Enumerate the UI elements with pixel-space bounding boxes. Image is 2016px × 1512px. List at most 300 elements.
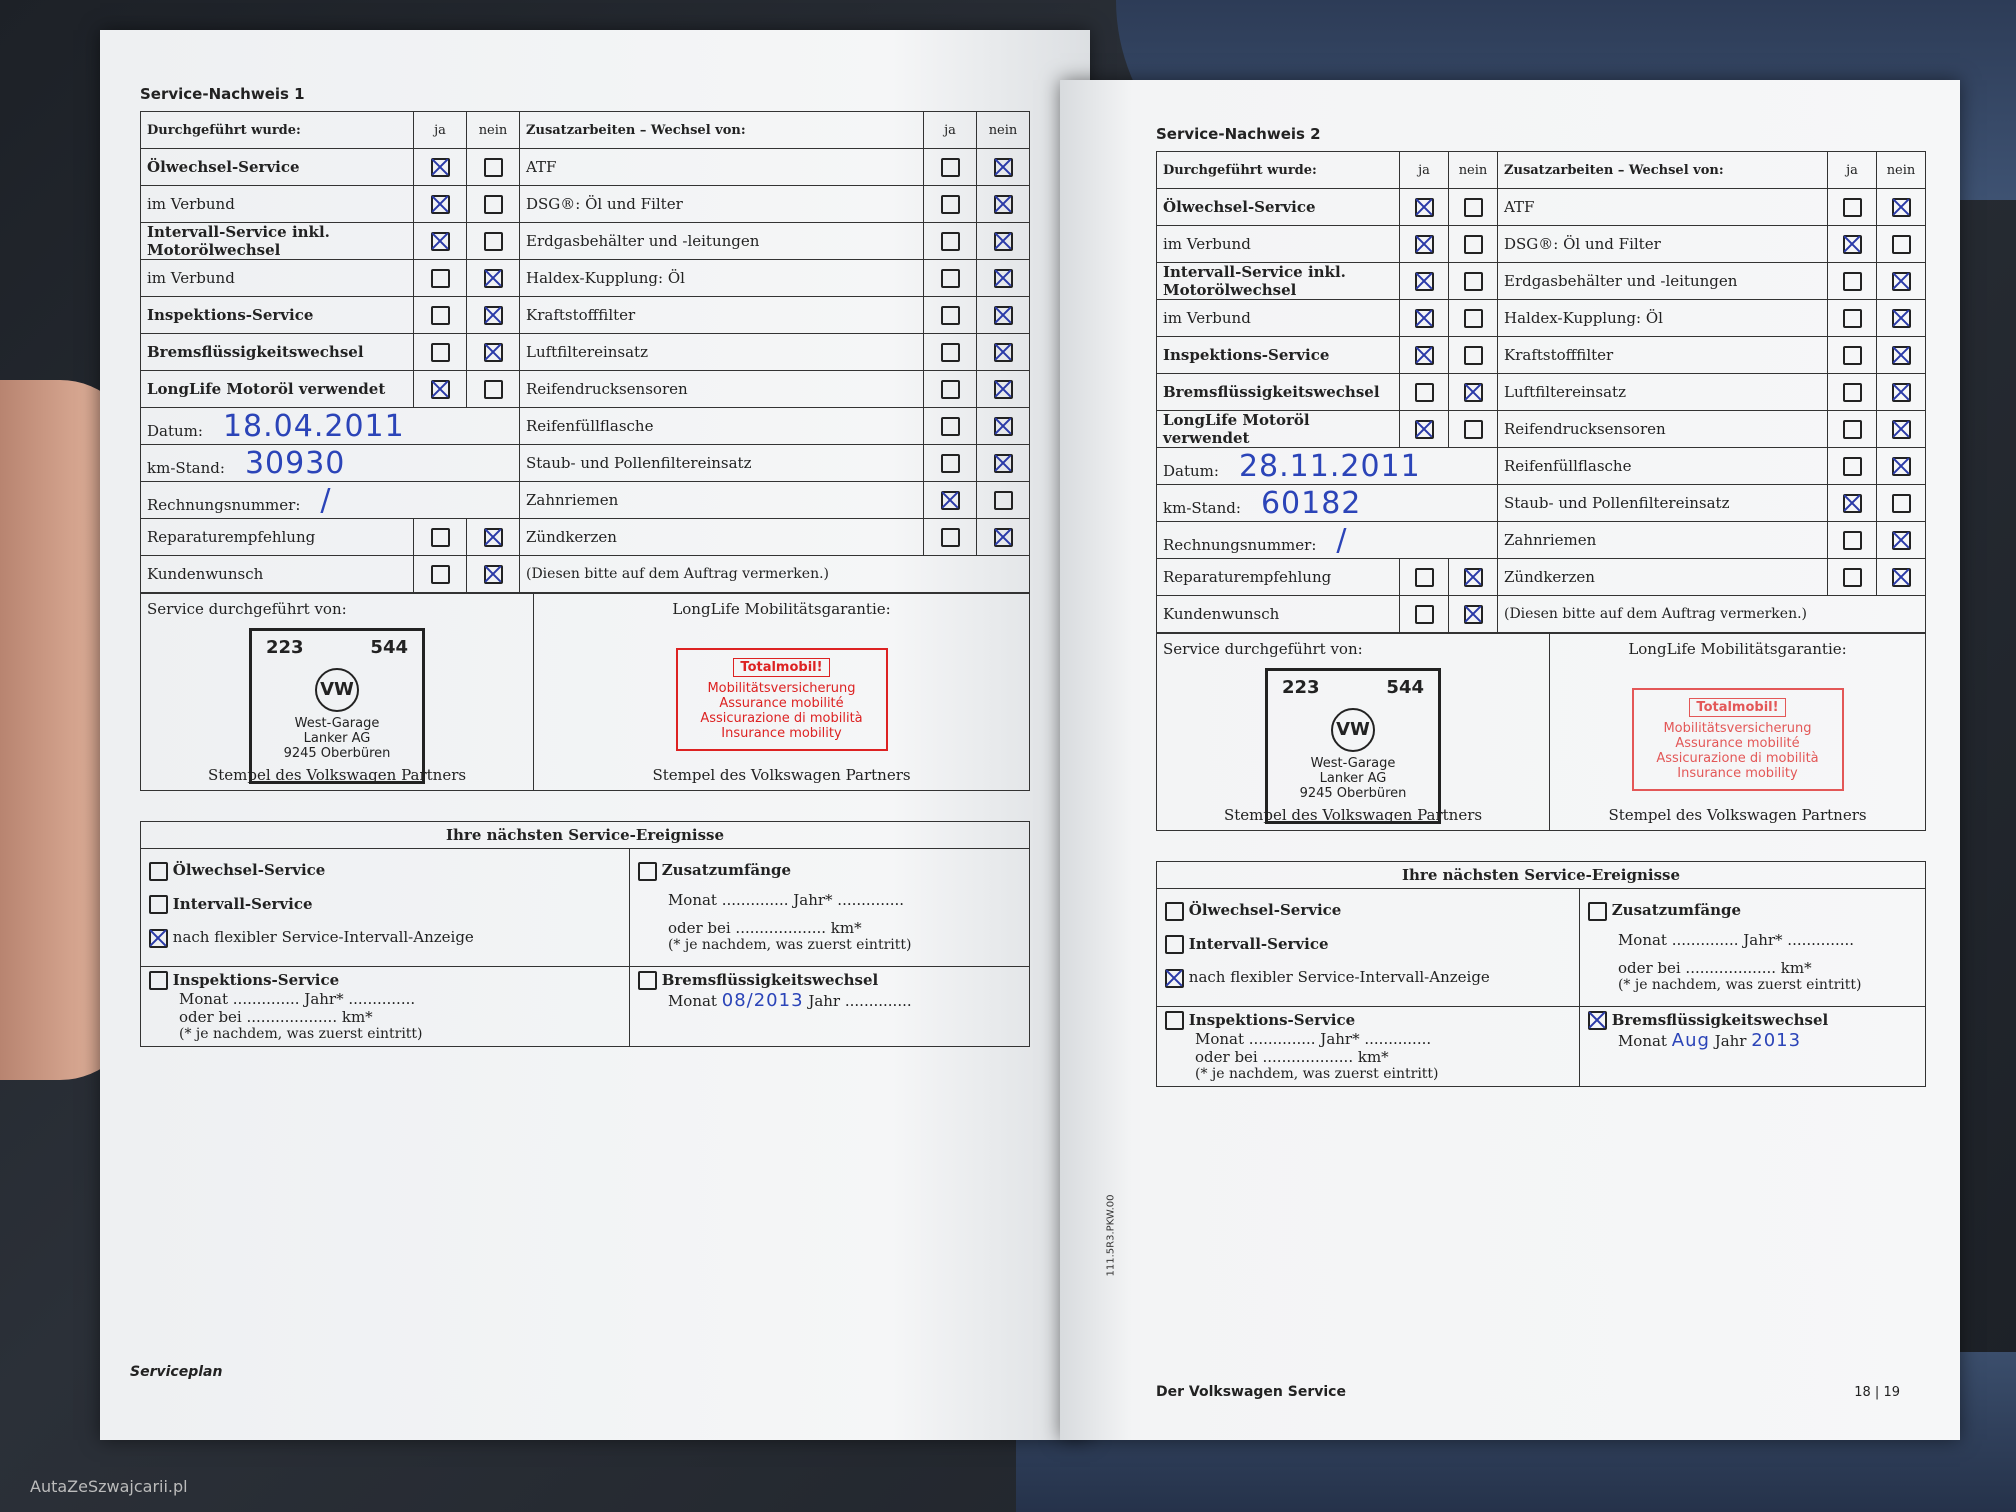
extra-nein-cell <box>1877 226 1926 263</box>
extra-label: Staub- und Pollenfiltereinsatz <box>520 445 924 482</box>
extra-nein-cell <box>1877 411 1926 448</box>
extra-label: Haldex-Kupplung: Öl <box>520 260 924 297</box>
checkbox-checked[interactable] <box>1415 346 1434 365</box>
extra-ja-cell <box>924 408 977 445</box>
next-monat-jahr: Monat .............. Jahr* .............. <box>1617 930 1855 949</box>
checkbox-checked[interactable] <box>1892 457 1911 476</box>
datum-cell <box>1157 448 1498 485</box>
nein-cell <box>1449 300 1498 337</box>
totalmobil-stamp <box>676 648 888 751</box>
nein-cell <box>467 334 520 371</box>
extra-ja-cell <box>924 445 977 482</box>
checkbox-checked[interactable] <box>1892 309 1911 328</box>
extra-label: Zündkerzen <box>1498 559 1828 596</box>
checkbox[interactable] <box>149 895 168 914</box>
stamp-line-1: West-Garage <box>1310 756 1396 771</box>
checkbox-checked[interactable] <box>1415 198 1434 217</box>
table-row <box>1157 559 1926 596</box>
checkbox[interactable] <box>1464 272 1483 291</box>
stamp-line-2: Lanker AG <box>303 731 371 746</box>
next-note: (* je nachdem, was zuerst eintritt) <box>667 936 912 953</box>
checkbox-checked[interactable] <box>994 380 1013 399</box>
extra-nein-cell <box>977 223 1030 260</box>
checkbox[interactable] <box>149 971 168 990</box>
checkbox-checked[interactable] <box>1415 309 1434 328</box>
next-right-cell <box>1579 889 1925 1007</box>
next-brems-label: Bremsflüssigkeitswechsel <box>1611 1010 1829 1029</box>
service-by-label: Service durchgeführt von: <box>1163 640 1363 658</box>
checkbox[interactable] <box>1464 346 1483 365</box>
checkbox-checked[interactable] <box>994 158 1013 177</box>
table-row <box>141 445 1030 482</box>
left-page <box>100 30 1090 1440</box>
row-label: Reparaturempfehlung <box>141 519 414 556</box>
checkbox[interactable] <box>1843 272 1862 291</box>
checkbox-checked[interactable] <box>994 269 1013 288</box>
nein-cell <box>467 260 520 297</box>
checkbox[interactable] <box>149 862 168 881</box>
row-label: im Verbund <box>141 260 414 297</box>
extra-label: Zündkerzen <box>520 519 924 556</box>
checkbox[interactable] <box>1843 198 1862 217</box>
next-brems-cell <box>629 966 1029 1047</box>
checkbox-checked[interactable] <box>484 306 503 325</box>
extra-label: Haldex-Kupplung: Öl <box>1498 300 1828 337</box>
table-row <box>1157 448 1926 485</box>
extra-label: ATF <box>520 149 924 186</box>
checkbox[interactable] <box>1415 605 1434 624</box>
nein-cell <box>1449 596 1498 633</box>
ja-cell <box>1400 189 1449 226</box>
checkbox[interactable] <box>941 269 960 288</box>
totalmobil-title: Totalmobil! <box>733 658 829 677</box>
nein-cell <box>1449 337 1498 374</box>
table-row <box>141 556 1030 593</box>
checkbox-checked[interactable] <box>994 306 1013 325</box>
row-label: Reparaturempfehlung <box>1157 559 1400 596</box>
checkbox-checked[interactable] <box>994 232 1013 251</box>
checkbox-checked[interactable] <box>484 565 503 584</box>
checkbox-checked[interactable] <box>431 232 450 251</box>
checkbox-checked[interactable] <box>1892 198 1911 217</box>
stamp-line-2: Lanker AG <box>1319 771 1387 786</box>
row-label: Ölwechsel-Service <box>1157 189 1400 226</box>
extra-nein-cell <box>1877 448 1926 485</box>
nein-cell <box>467 556 520 593</box>
checkbox-checked[interactable] <box>484 528 503 547</box>
table-row <box>141 334 1030 371</box>
checkbox-checked[interactable] <box>994 417 1013 436</box>
checkbox[interactable] <box>1843 346 1862 365</box>
checkbox[interactable] <box>431 306 450 325</box>
checkbox-checked[interactable] <box>1464 383 1483 402</box>
footer-left: Serviceplan <box>130 1364 223 1380</box>
next-insp-cell <box>1157 1006 1580 1087</box>
row-label: Kundenwunsch <box>1157 596 1400 633</box>
checkbox[interactable] <box>1464 420 1483 439</box>
checkbox-checked[interactable] <box>994 195 1013 214</box>
next-oder-bei: oder bei ................... km* <box>1617 958 1812 977</box>
checkbox[interactable] <box>941 195 960 214</box>
checkbox[interactable] <box>941 232 960 251</box>
brems-jahr-value: 2013 <box>1751 1030 1802 1051</box>
ja-cell <box>414 297 467 334</box>
extra-label: ATF <box>1498 189 1828 226</box>
extra-label: Zahnriemen <box>520 482 924 519</box>
table-row <box>141 519 1030 556</box>
checkbox-checked[interactable] <box>1415 420 1434 439</box>
service-by-cell <box>141 594 534 791</box>
next-flex-label: nach flexibler Service-Intervall-Anzeige <box>1188 968 1490 986</box>
checkbox[interactable] <box>1464 235 1483 254</box>
datum-value: 18.04.2011 <box>222 408 405 444</box>
row-label: Inspektions-Service <box>1157 337 1400 374</box>
extra-ja-cell <box>924 371 977 408</box>
checkbox-checked[interactable] <box>1464 568 1483 587</box>
rechnungsnummer-value: / <box>320 482 332 518</box>
extra-ja-cell <box>924 519 977 556</box>
dealer-stamp <box>249 628 425 784</box>
nein-cell <box>467 371 520 408</box>
header-extra-nein: nein <box>1877 152 1926 189</box>
checkbox-checked[interactable] <box>1415 235 1434 254</box>
checkbox[interactable] <box>431 528 450 547</box>
header-extra-ja: ja <box>924 112 977 149</box>
next-zusatz-label: Zusatzumfänge <box>1611 901 1742 919</box>
checkbox[interactable] <box>1843 309 1862 328</box>
checkbox[interactable] <box>1843 531 1862 550</box>
next-left-cell <box>141 849 630 967</box>
row-label: Intervall-Service inkl. Motorölwechsel <box>141 223 414 260</box>
header-nein: nein <box>467 112 520 149</box>
extra-label: DSG®: Öl und Filter <box>1498 226 1828 263</box>
km-stand-cell <box>141 445 520 482</box>
checkbox[interactable] <box>1165 1011 1184 1030</box>
checkbox[interactable] <box>484 380 503 399</box>
header-extra: Zusatzarbeiten – Wechsel von: <box>520 112 924 149</box>
vw-logo-icon: VW <box>1331 708 1375 752</box>
km-stand-cell <box>1157 485 1498 522</box>
row-label: Intervall-Service inkl. Motorölwechsel <box>1157 263 1400 300</box>
checkbox-checked[interactable] <box>1892 346 1911 365</box>
checkbox[interactable] <box>1843 568 1862 587</box>
checkbox[interactable] <box>941 417 960 436</box>
nein-cell <box>1449 559 1498 596</box>
checkbox-checked[interactable] <box>1892 568 1911 587</box>
extra-label: Reifendrucksensoren <box>520 371 924 408</box>
next-insp-km: oder bei ................... km* <box>1195 1048 1389 1066</box>
extra-label: Reifendrucksensoren <box>1498 411 1828 448</box>
checkbox-checked[interactable] <box>994 454 1013 473</box>
next-oder-bei: oder bei ................... km* <box>667 918 862 937</box>
checkbox[interactable] <box>941 343 960 362</box>
ja-cell <box>414 223 467 260</box>
table-row <box>141 408 1030 445</box>
checkbox[interactable] <box>1843 457 1862 476</box>
checkbox[interactable] <box>484 232 503 251</box>
table-row <box>141 371 1030 408</box>
datum-label: Datum: <box>147 421 203 440</box>
next-intervall-label: Intervall-Service <box>1188 934 1329 953</box>
brems-jahr: Jahr .............. <box>808 992 912 1010</box>
next-service-table <box>1156 861 1926 1087</box>
extra-nein-cell <box>977 519 1030 556</box>
next-insp-monat: Monat .............. Jahr* .............. <box>1195 1030 1432 1048</box>
checkbox[interactable] <box>941 158 960 177</box>
checkbox[interactable] <box>941 528 960 547</box>
next-note: (* je nachdem, was zuerst eintritt) <box>1617 976 1862 993</box>
next-monat-jahr: Monat .............. Jahr* .............. <box>667 890 905 909</box>
kunde-note: (Diesen bitte auf dem Auftrag vermerken.) <box>520 556 1030 593</box>
extra-ja-cell <box>924 297 977 334</box>
checkbox[interactable] <box>1464 309 1483 328</box>
extra-label: Zahnriemen <box>1498 522 1828 559</box>
next-oel-label: Ölwechsel-Service <box>1188 901 1342 919</box>
checkbox-checked[interactable] <box>1415 272 1434 291</box>
extra-nein-cell <box>977 408 1030 445</box>
table-row <box>1157 189 1926 226</box>
totalmobil-line-4: Insurance mobility <box>1677 766 1798 781</box>
checkbox[interactable] <box>484 158 503 177</box>
checkbox[interactable] <box>1588 902 1607 921</box>
checkbox-checked[interactable] <box>1892 420 1911 439</box>
checkbox-checked[interactable] <box>484 269 503 288</box>
next-brems-cell <box>1579 1006 1925 1087</box>
extra-nein-cell <box>977 260 1030 297</box>
checkbox[interactable] <box>941 454 960 473</box>
stamp-table <box>1156 633 1926 831</box>
service-record-2 <box>1156 125 1926 1087</box>
extra-nein-cell <box>1877 485 1926 522</box>
table-row <box>1157 263 1926 300</box>
extra-ja-cell <box>924 482 977 519</box>
row-label: Ölwechsel-Service <box>141 149 414 186</box>
extra-ja-cell <box>924 334 977 371</box>
extra-nein-cell <box>977 371 1030 408</box>
checkbox[interactable] <box>431 565 450 584</box>
extra-nein-cell <box>977 445 1030 482</box>
service-by-cell <box>1157 634 1550 831</box>
brems-monat-value: 08/2013 <box>721 990 804 1011</box>
ja-cell <box>1400 300 1449 337</box>
row-label: Inspektions-Service <box>141 297 414 334</box>
checkbox[interactable] <box>638 971 657 990</box>
extra-nein-cell <box>1877 263 1926 300</box>
rechnungsnummer-value: / <box>1336 522 1348 558</box>
checkbox-checked[interactable] <box>941 491 960 510</box>
stamp-caption: Stempel des Volkswagen Partners <box>1608 806 1867 824</box>
nein-cell <box>1449 189 1498 226</box>
next-insp-label: Inspektions-Service <box>1188 1010 1356 1029</box>
watermark: AutaZeSzwajcarii.pl <box>30 1477 188 1496</box>
header-extra-nein: nein <box>977 112 1030 149</box>
ja-cell <box>414 556 467 593</box>
longlife-label: LongLife Mobilitätsgarantie: <box>672 600 891 618</box>
brems-jahr-label: Jahr <box>1714 1032 1747 1050</box>
checkbox[interactable] <box>994 491 1013 510</box>
table-row <box>1157 374 1926 411</box>
nein-cell <box>1449 263 1498 300</box>
table-row <box>1157 411 1926 448</box>
page-number-18: 18 <box>1854 1385 1871 1400</box>
nein-cell <box>467 297 520 334</box>
checkbox-checked[interactable] <box>149 929 168 948</box>
extra-ja-cell <box>924 186 977 223</box>
checkbox-checked[interactable] <box>431 195 450 214</box>
row-label: LongLife Motoröl verwendet <box>1157 411 1400 448</box>
table-row <box>1157 596 1926 633</box>
stamp-number-1: 223 <box>266 637 304 658</box>
stamp-line-3: 9245 Oberbüren <box>283 746 391 761</box>
checkbox[interactable] <box>431 269 450 288</box>
table-row <box>141 297 1030 334</box>
checkbox-checked[interactable] <box>1843 235 1862 254</box>
checkbox[interactable] <box>431 343 450 362</box>
km-stand-label: km-Stand: <box>1163 498 1241 517</box>
checkbox[interactable] <box>638 862 657 881</box>
extra-ja-cell <box>1828 374 1877 411</box>
next-service-table <box>140 821 1030 1047</box>
extra-label: Kraftstofffilter <box>520 297 924 334</box>
table-row <box>1157 226 1926 263</box>
header-ja: ja <box>1400 152 1449 189</box>
dealer-stamp <box>1265 668 1441 824</box>
footer-right: Der Volkswagen Service <box>1156 1384 1346 1400</box>
checkbox-checked[interactable] <box>484 343 503 362</box>
header-ja: ja <box>414 112 467 149</box>
extra-nein-cell <box>977 482 1030 519</box>
checkbox-checked[interactable] <box>431 158 450 177</box>
extra-label: Luftfiltereinsatz <box>1498 374 1828 411</box>
datum-label: Datum: <box>1163 461 1219 480</box>
table-row <box>1157 300 1926 337</box>
checkbox-checked[interactable] <box>1464 605 1483 624</box>
next-insp-note: (* je nachdem, was zuerst eintritt) <box>1195 1066 1439 1082</box>
checkbox-checked[interactable] <box>994 528 1013 547</box>
totalmobil-title: Totalmobil! <box>1689 698 1785 717</box>
checkbox[interactable] <box>1415 568 1434 587</box>
checkbox[interactable] <box>941 380 960 399</box>
ja-cell <box>414 149 467 186</box>
table-row <box>141 482 1030 519</box>
ja-cell <box>1400 559 1449 596</box>
checkbox-checked[interactable] <box>431 380 450 399</box>
extra-ja-cell <box>1828 226 1877 263</box>
page-title: Service-Nachweis 2 <box>1156 125 1321 143</box>
header-extra-ja: ja <box>1828 152 1877 189</box>
service-table <box>1156 151 1926 633</box>
next-brems-label: Bremsflüssigkeitswechsel <box>661 970 879 989</box>
brems-monat-label: Monat <box>1617 1032 1667 1050</box>
checkbox-checked[interactable] <box>994 343 1013 362</box>
vw-logo-icon: VW <box>315 668 359 712</box>
checkbox[interactable] <box>1843 420 1862 439</box>
totalmobil-line-1: Mobilitätsversicherung <box>1663 721 1812 736</box>
ja-cell <box>1400 411 1449 448</box>
totalmobil-line-1: Mobilitätsversicherung <box>707 681 856 696</box>
extra-label: DSG®: Öl und Filter <box>520 186 924 223</box>
checkbox[interactable] <box>1165 935 1184 954</box>
checkbox[interactable] <box>941 306 960 325</box>
extra-ja-cell <box>1828 411 1877 448</box>
checkbox[interactable] <box>1892 494 1911 513</box>
checkbox[interactable] <box>1843 383 1862 402</box>
next-title: Ihre nächsten Service-Ereignisse <box>1157 862 1926 889</box>
extra-label: Staub- und Pollenfiltereinsatz <box>1498 485 1828 522</box>
row-label: im Verbund <box>141 186 414 223</box>
extra-ja-cell <box>924 223 977 260</box>
next-insp-cell <box>141 966 630 1047</box>
next-insp-km: oder bei ................... km* <box>179 1008 373 1026</box>
checkbox-checked[interactable] <box>1892 383 1911 402</box>
extra-nein-cell <box>1877 374 1926 411</box>
next-insp-note: (* je nachdem, was zuerst eintritt) <box>179 1026 423 1042</box>
stamp-caption: Stempel des Volkswagen Partners <box>207 766 467 784</box>
checkbox[interactable] <box>1165 902 1184 921</box>
nein-cell <box>467 186 520 223</box>
totalmobil-line-2: Assurance mobilité <box>719 696 844 711</box>
page-title: Service-Nachweis 1 <box>140 85 305 103</box>
row-label: Kundenwunsch <box>141 556 414 593</box>
checkbox[interactable] <box>484 195 503 214</box>
checkbox-checked[interactable] <box>1843 494 1862 513</box>
extra-nein-cell <box>1877 337 1926 374</box>
checkbox[interactable] <box>1892 235 1911 254</box>
header-nein: nein <box>1449 152 1498 189</box>
km-stand-label: km-Stand: <box>147 458 225 477</box>
rechnungsnummer-cell <box>1157 522 1498 559</box>
extra-nein-cell <box>1877 522 1926 559</box>
stamp-line-3: 9245 Oberbüren <box>1299 786 1407 801</box>
extra-label: Erdgasbehälter und -leitungen <box>520 223 924 260</box>
table-row <box>1157 485 1926 522</box>
longlife-label: LongLife Mobilitätsgarantie: <box>1628 640 1847 658</box>
stamp-caption: Stempel des Volkswagen Partners <box>1223 806 1483 824</box>
table-row <box>141 149 1030 186</box>
extra-nein-cell <box>977 186 1030 223</box>
datum-cell <box>141 408 520 445</box>
checkbox-checked[interactable] <box>1588 1011 1607 1030</box>
totalmobil-line-3: Assicurazione di mobilità <box>1656 751 1819 766</box>
extra-ja-cell <box>1828 448 1877 485</box>
checkbox-checked[interactable] <box>1892 531 1911 550</box>
rechnungsnummer-label: Rechnungsnummer: <box>147 495 301 514</box>
nein-cell <box>1449 411 1498 448</box>
checkbox[interactable] <box>1464 198 1483 217</box>
stamp-number-2: 544 <box>370 637 408 658</box>
row-label: LongLife Motoröl verwendet <box>141 371 414 408</box>
stamp-caption: Stempel des Volkswagen Partners <box>652 766 911 784</box>
checkbox-checked[interactable] <box>1892 272 1911 291</box>
km-stand-value: 60182 <box>1260 485 1362 521</box>
page-number-19: 19 <box>1883 1385 1900 1400</box>
checkbox[interactable] <box>1415 383 1434 402</box>
stamp-line-1: West-Garage <box>294 716 380 731</box>
extra-ja-cell <box>1828 485 1877 522</box>
checkbox-checked[interactable] <box>1165 969 1184 988</box>
extra-label: Kraftstofffilter <box>1498 337 1828 374</box>
page-numbers: 18 | 19 <box>1854 1385 1900 1400</box>
rechnungsnummer-cell <box>141 482 520 519</box>
row-label: Bremsflüssigkeitswechsel <box>1157 374 1400 411</box>
extra-ja-cell <box>924 149 977 186</box>
ja-cell <box>1400 374 1449 411</box>
nein-cell <box>467 519 520 556</box>
extra-ja-cell <box>1828 300 1877 337</box>
datum-value: 28.11.2011 <box>1238 448 1421 484</box>
extra-label: Erdgasbehälter und -leitungen <box>1498 263 1828 300</box>
ja-cell <box>414 334 467 371</box>
